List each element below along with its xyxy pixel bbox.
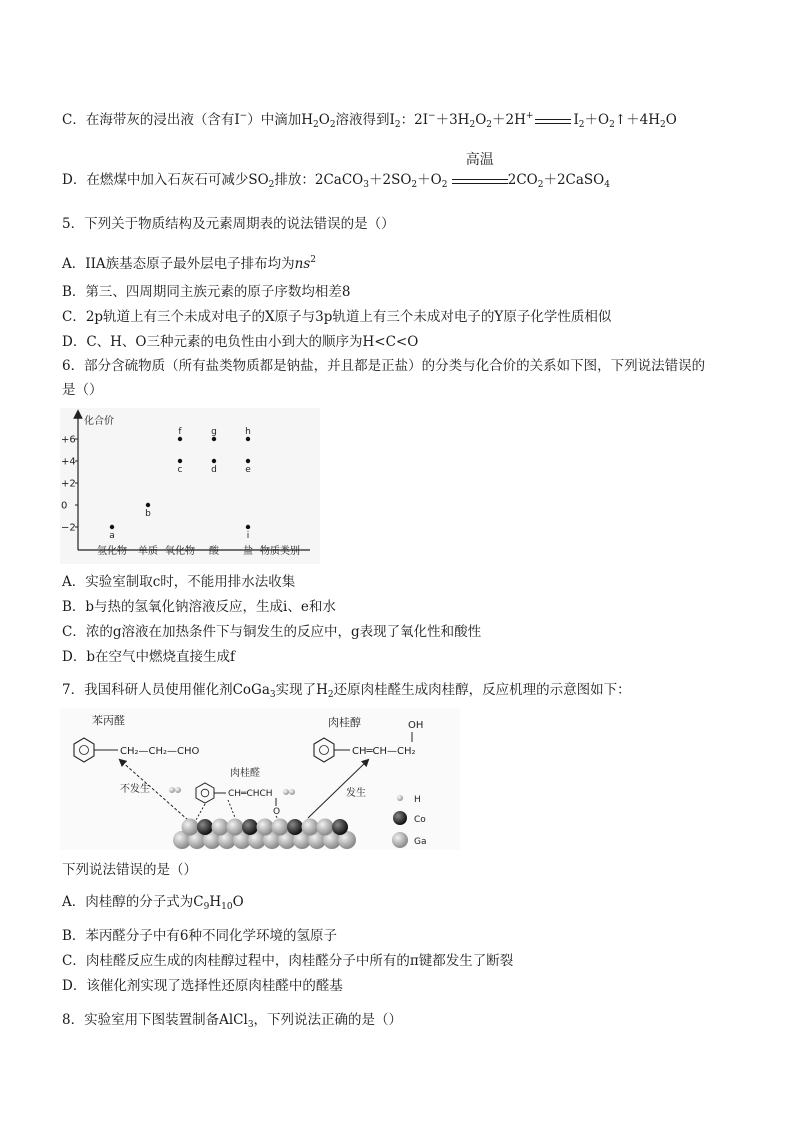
data-point-b xyxy=(146,503,150,507)
benzene-ring-left xyxy=(74,738,94,762)
catalyst-surface xyxy=(173,819,356,850)
data-point-h xyxy=(246,437,250,441)
cinnamyl-alcohol-label: 肉桂醇 xyxy=(328,716,361,729)
data-point-i xyxy=(246,525,250,529)
q5-option-c: C．2p轨道上有三个未成对电子的X原子与3p轨道上有三个未成对电子的Y原子化学性质相似 xyxy=(62,309,612,325)
ga-atom xyxy=(317,819,334,836)
q7-stem: 7．我国科研人员使用催化剂CoGa$_3$实现了$H_2$还原肉桂醛生成肉桂醇，反应机理的示意图如下： xyxy=(62,682,631,700)
x-tick-label: 单质 xyxy=(138,546,158,557)
alcohol-oh-label: OH xyxy=(408,720,424,731)
co-atom xyxy=(242,819,258,835)
y-tick-label: +2 xyxy=(61,478,76,490)
data-point-e xyxy=(246,459,250,463)
benzene-ring-middle xyxy=(196,783,214,803)
q6-option-a: A．实验室制取c时，不能用排水法收集 xyxy=(62,574,296,590)
chart-svg xyxy=(60,408,320,564)
q6-option-c: C．浓的g溶液在加热条件下与铜发生的反应中，g表现了氧化性和酸性 xyxy=(62,624,482,640)
y-tick-label: 0 xyxy=(61,500,68,512)
benzene-ring-right xyxy=(314,738,334,762)
no-reaction-label: 不发生 xyxy=(120,784,150,795)
data-point-label-e: e xyxy=(245,465,251,475)
q7-option-c: C．肉桂醛反应生成的肉桂醇过程中，肉桂醛分子中所有的π键都发生了断裂 xyxy=(62,953,514,969)
q5-option-d: D．C、H、O三种元素的电负性由小到大的顺序为H<C<O xyxy=(62,334,419,350)
ga-atom xyxy=(302,819,319,836)
data-point-d xyxy=(212,459,216,463)
y-tick-label: +6 xyxy=(61,434,76,446)
ga-atom xyxy=(257,819,274,836)
ga-atom xyxy=(212,819,229,836)
co-atom xyxy=(197,819,213,835)
data-point-a xyxy=(110,525,114,529)
data-point-label-g: g xyxy=(211,427,217,437)
legend-ga-dot xyxy=(392,832,408,848)
data-point-label-b: b xyxy=(145,509,151,519)
co-atom xyxy=(332,819,348,835)
q7-option-b: B．苯丙醛分子中有6种不同化学环境的氢原子 xyxy=(62,928,338,944)
equals-sign xyxy=(533,113,573,129)
benzaldehyde-label: 苯丙醛 xyxy=(92,714,125,727)
data-point-label-c: c xyxy=(177,465,183,475)
legend-co: Co xyxy=(414,815,426,825)
cinnamaldehyde-label: 肉桂醛 xyxy=(230,768,260,779)
legend-h: H xyxy=(414,795,421,805)
x-axis-label: 物质类别 xyxy=(260,546,300,557)
ga-atom xyxy=(227,819,244,836)
q5-option-b: B．第三、四周期同主族元素的原子序数均相差8 xyxy=(62,284,351,300)
catalyst-mechanism-figure xyxy=(60,708,460,850)
x-tick-label: 酸 xyxy=(209,546,219,557)
y-tick-label: +4 xyxy=(61,456,76,468)
aldehyde-o-label: O xyxy=(273,807,281,817)
q7-option-d: D．该催化剂实现了选择性还原肉桂醛中的醛基 xyxy=(62,978,343,994)
high-temp-condition: 高温 xyxy=(452,170,508,190)
q8-stem: 8．实验室用下图装置制备AlCl$_3$，下列说法正确的是（） xyxy=(62,1012,403,1030)
data-point-label-i: i xyxy=(246,531,250,541)
q6-stem-line2: 是（） xyxy=(62,382,103,398)
q6-option-b: B．b与热的氢氧化钠溶液反应，生成i、e和水 xyxy=(62,599,336,615)
benzaldehyde-chain: CH₂—CH₂—CHO xyxy=(120,746,200,757)
co-atom xyxy=(287,819,303,835)
q6-option-d: D．b在空气中燃烧直接生成f xyxy=(62,649,235,665)
mechanism-svg xyxy=(60,708,460,850)
alcohol-chain: CH═CH—CH₂ xyxy=(352,746,416,757)
reaction-label: 发生 xyxy=(346,788,366,799)
q7-option-a: A．肉桂醇的分子式为$C_9H_{10}O$ xyxy=(62,894,244,912)
aldehyde-chain: CH═CHCH xyxy=(228,789,273,799)
q4-option-c: C．在海带灰的浸出液（含有I−）中滴加$H_2O_2$溶液得到$I_2$：$2I^-+3H_2O_2+2H^+$ $I_2+O_2↑+4H_2O$ xyxy=(62,111,677,130)
data-point-label-f: f xyxy=(178,427,182,437)
q4-option-d: D．在燃煤中加入石灰石可减少$SO_2$排放：$2CaCO_3+2SO_2+O_2$ 高温 $2CO_2+2CaSO_4$ xyxy=(62,152,610,190)
legend-ga: Ga xyxy=(414,837,427,847)
y-tick-label: −2 xyxy=(61,522,76,534)
legend-co-dot xyxy=(393,811,407,825)
q5-option-a: A．IIA族基态原子最外层电子排布均为$ns^2$ xyxy=(62,255,317,272)
q6-stem-line1: 6．部分含硫物质（所有盐类物质都是钠盐，并且都是正盐）的分类与化合价的关系如下图，下列说法错误的 xyxy=(62,358,706,374)
q7-ask: 下列说法错误的是（） xyxy=(62,862,197,878)
x-tick-label: 氢化物 xyxy=(97,546,127,557)
data-point-label-d: d xyxy=(211,465,217,475)
ga-atom xyxy=(182,819,199,836)
data-point-f xyxy=(178,437,182,441)
legend-h-dot xyxy=(397,795,403,801)
data-point-label-a: a xyxy=(109,531,115,541)
data-point-c xyxy=(178,459,182,463)
data-point-label-h: h xyxy=(245,427,251,437)
data-point-g xyxy=(212,437,216,441)
sulfur-valence-chart xyxy=(60,408,320,564)
x-tick-label: 盐 xyxy=(243,546,253,557)
y-axis-label: 化合价 xyxy=(84,416,114,427)
x-tick-label: 氧化物 xyxy=(165,546,195,557)
ga-atom xyxy=(272,819,289,836)
q5-stem: 5．下列关于物质结构及元素周期表的说法错误的是（） xyxy=(62,216,395,232)
